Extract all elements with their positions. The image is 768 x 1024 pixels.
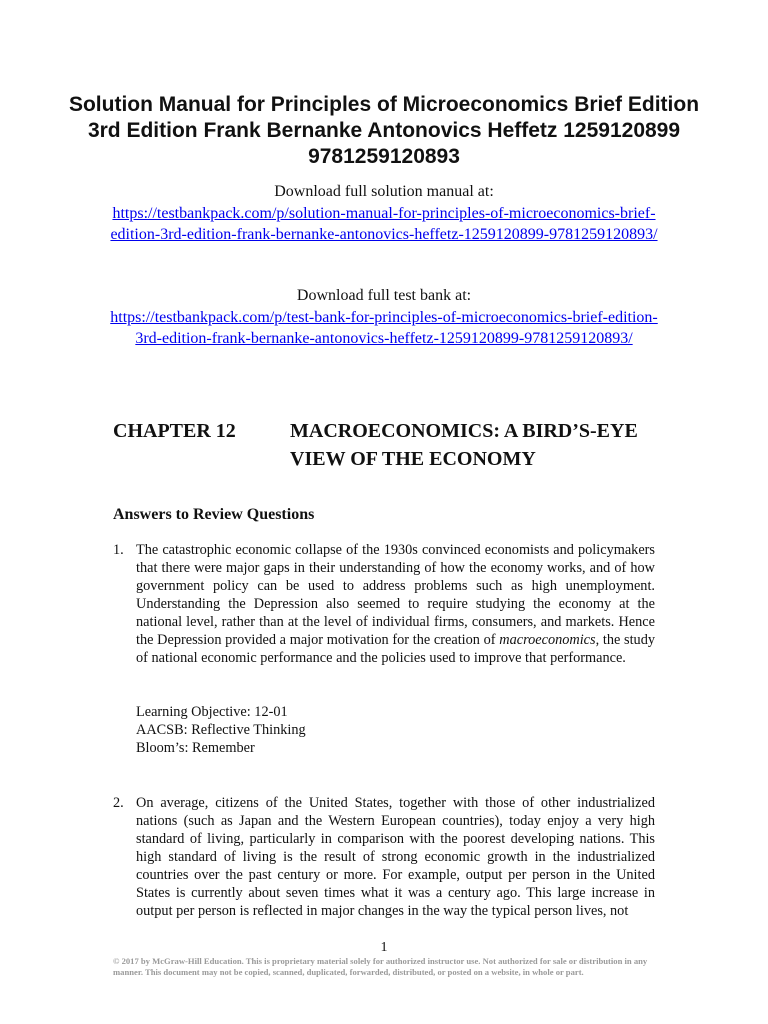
- chapter-title: MACROECONOMICS: A BIRD’S-EYE VIEW OF THE ECONOMY: [290, 420, 638, 470]
- copyright-notice: © 2017 by McGraw-Hill Education. This is proprietary material solely for authorized instructor use. Not authorized for sale or distribution in any manner. This document may not be copied, scanned, duplicated, forwarded, distributed, or posted on a website, in whole or part.: [113, 956, 648, 977]
- chapter-number: CHAPTER 12: [113, 420, 236, 442]
- answer-text-part: The catastrophic economic collapse of the 1930s convinced economists and policymakers that there were major gaps in their understanding of how the economy works, and of how government policy can be used to address problems such as high unemployment. Understanding the Depression also seemed to require studying the economy at the national level, rather than at the level of individual firms, consumers, and markets. Hence the Depression provided a major motivation for the creation of: [136, 542, 655, 648]
- solution-manual-label: Download full solution manual at:: [274, 183, 494, 200]
- document-title: Solution Manual for Principles of Microeconomics Brief Edition 3rd Edition Frank Bernanke Antonovics Heffetz 1259120899 9781259120893: [68, 93, 700, 168]
- answer-emphasis: macroeconomics: [499, 632, 596, 648]
- test-bank-label: Download full test bank at:: [296, 287, 472, 304]
- answer-text: [136, 541, 655, 667]
- answer-text: On average, citizens of the United States, together with those of other industrialized nations (such as Japan and the Western European countries), today enjoy a very high standard of living, particularly in comparison with the poorest developing nations. This high standard of living is the result of strong economic growth in the industrialized countries over the past century or more. For example, output per person in the United States is currently about seven times what it was a century ago. This large increase in output per person is reflected in major changes in the way the typical person lives, not: [136, 795, 655, 919]
- blooms-tag: Bloom’s: Remember: [136, 740, 255, 756]
- test-bank-link[interactable]: https://testbankpack.com/p/test-bank-for-principles-of-microeconomics-brief-edition-3rd-edition-frank-bernanke-antonovics-heffetz-1259120899-9781259120893/: [110, 309, 658, 347]
- aacsb-tag: AACSB: Reflective Thinking: [136, 722, 306, 738]
- solution-manual-link[interactable]: https://testbankpack.com/p/solution-manual-for-principles-of-microeconomics-brief-edition-3rd-edition-frank-bernanke-antonovics-heffetz-1259120899-9781259120893/: [110, 205, 658, 243]
- page-number: 1: [380, 940, 388, 955]
- answer-number: 2.: [113, 795, 124, 811]
- learning-objective: Learning Objective: 12-01: [136, 704, 288, 720]
- answer-text-part: , the study of national economic performance and the policies used to improve that performance.: [136, 632, 655, 666]
- answer-2: [113, 794, 655, 924]
- section-heading: Answers to Review Questions: [113, 506, 315, 523]
- answer-number: 1.: [113, 542, 124, 558]
- answer-1: [113, 541, 655, 689]
